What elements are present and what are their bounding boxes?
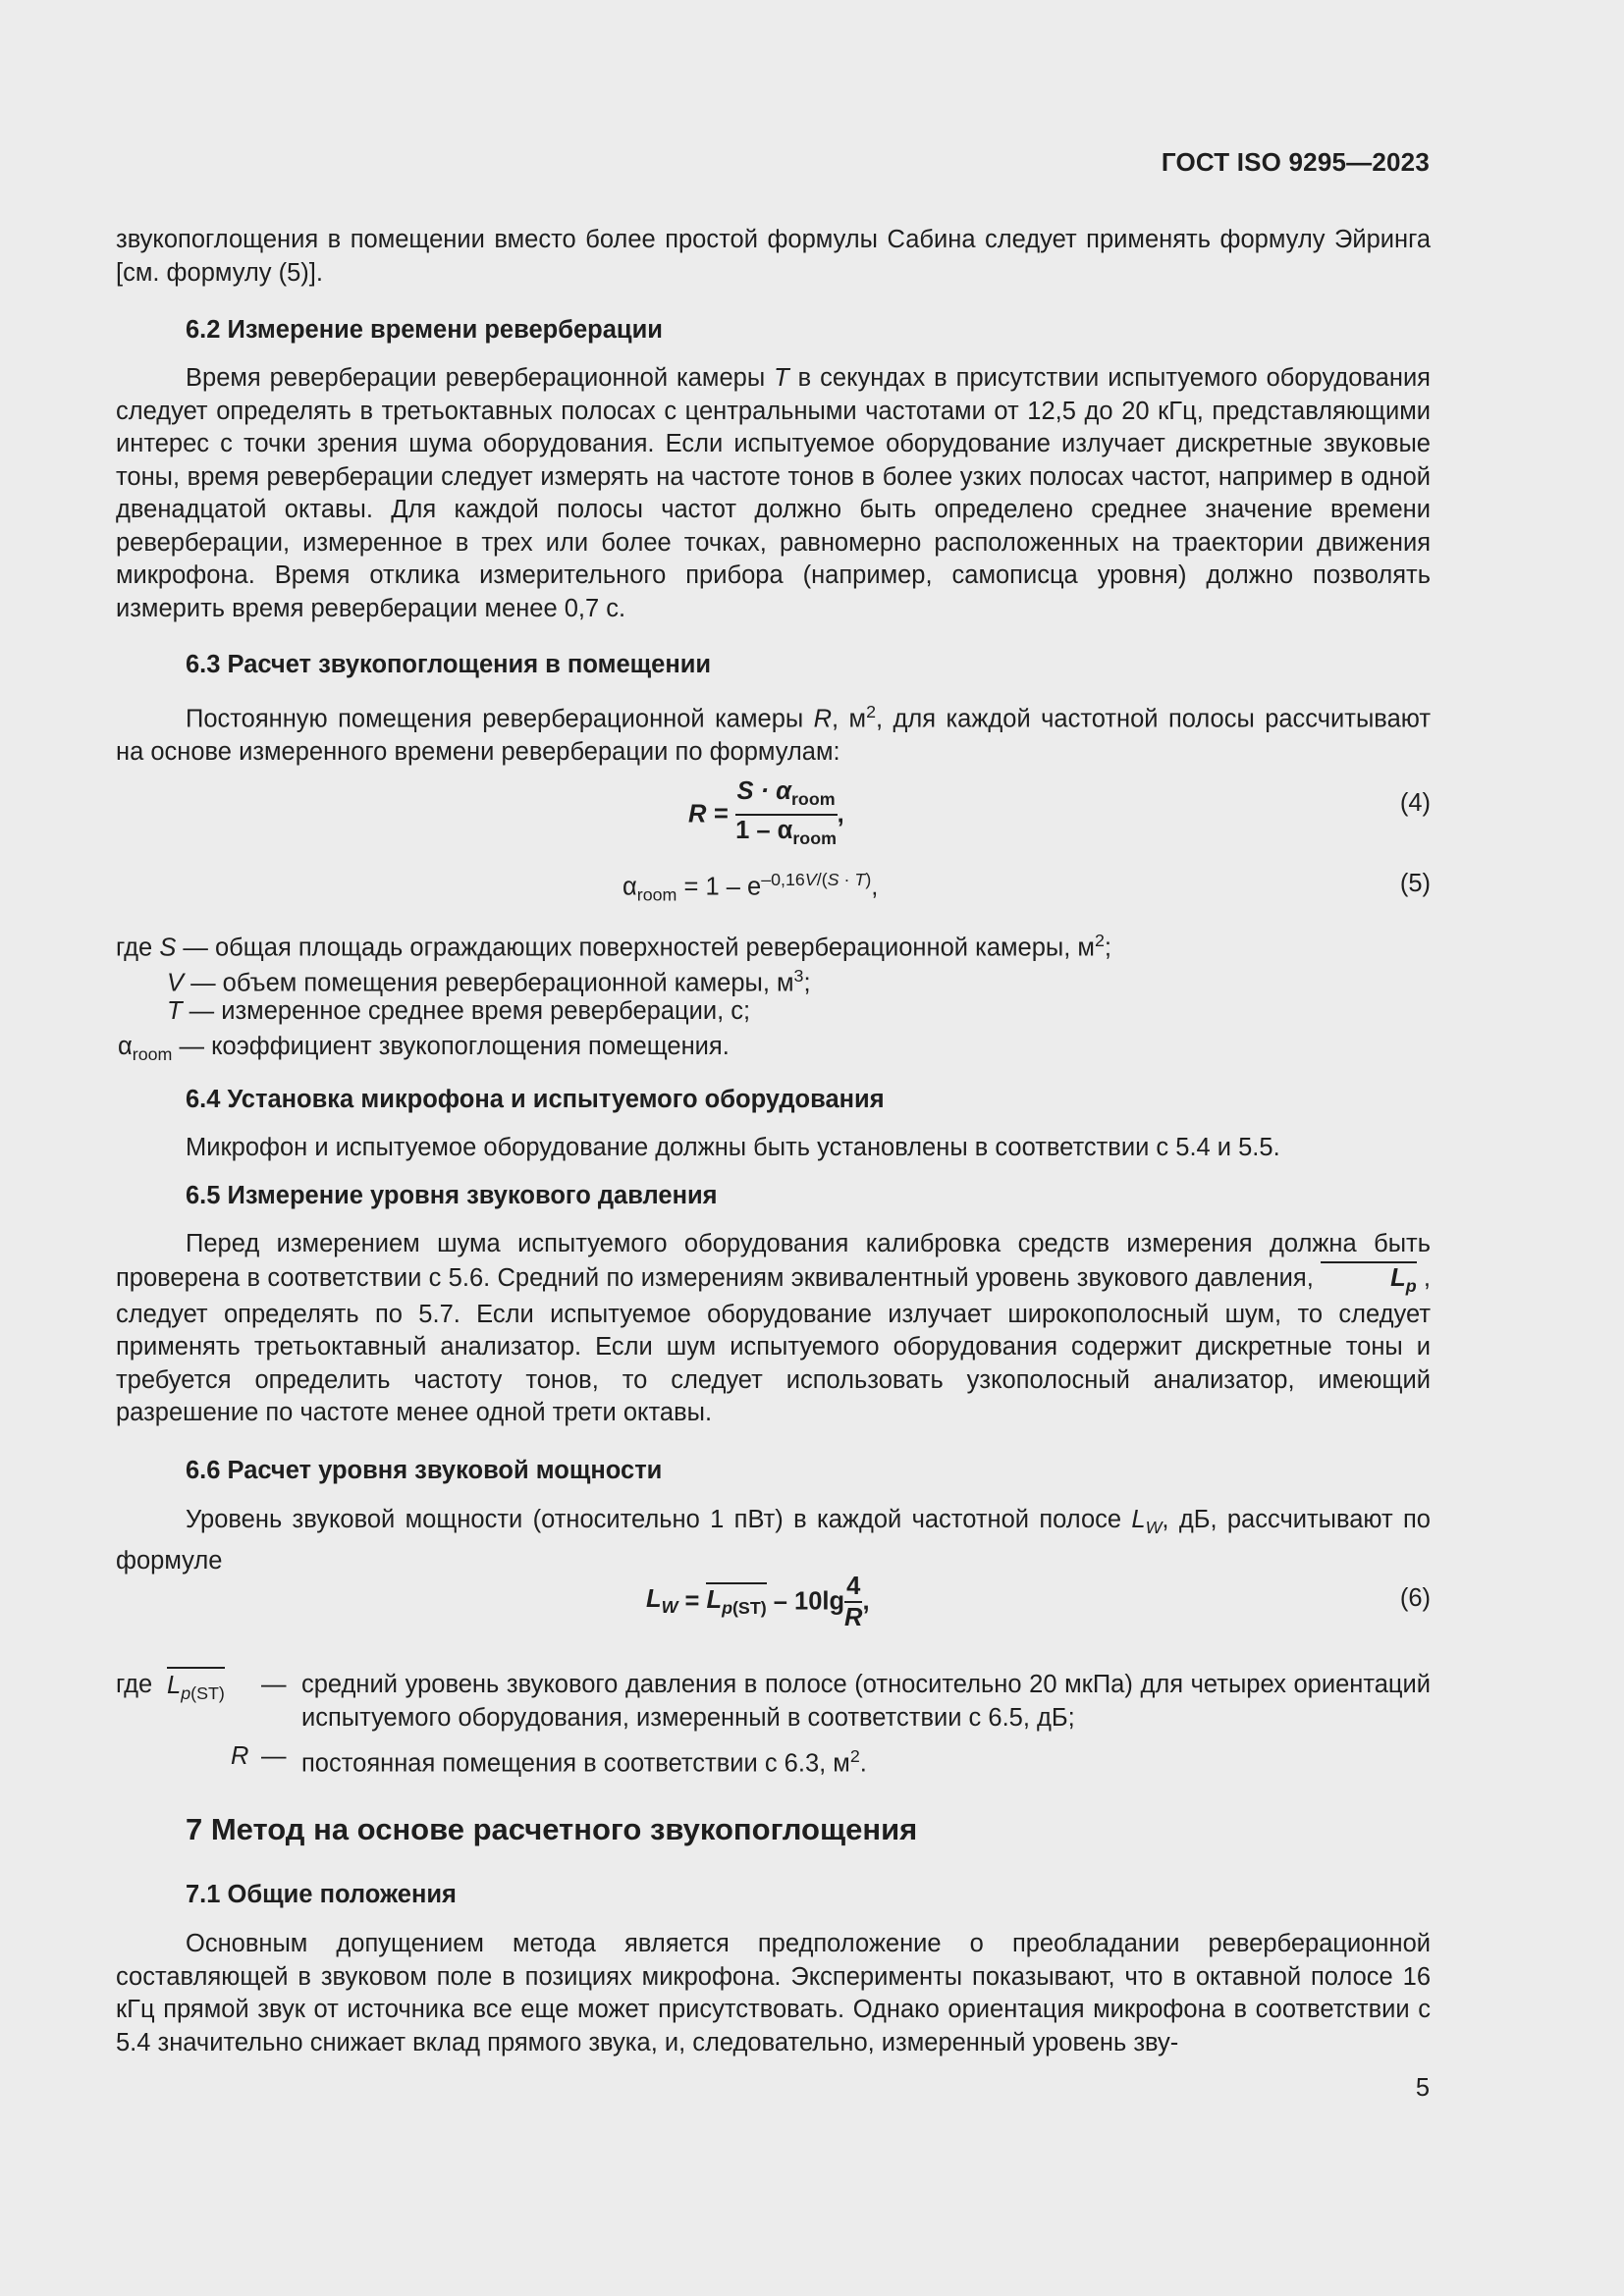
- section-7-1-title: 7.1 Общие положения: [186, 1881, 457, 1908]
- section-6-4-paragraph: Микрофон и испытуемое оборудование должны быть установлены в соответствии с 5.4 и 5.5.: [186, 1134, 1280, 1161]
- section-6-2-paragraph: Время реверберации реверберационной камеры T в секундах в присутствии испытуемого оборудования следует определять в третьоктавных полосах с центральными частотами от 12,5 до 20 кГц, представляющими интерес с точки зрения шума оборудования. Если испытуемое оборудование излучает дискретные звуковые тоны, время реверберации следует измерять на частоте тонов в более узких полосах частот, например в одной двенадцатой октавы. Для каждой полосы частот должно быть определено среднее значение времени реверберации, измеренное в трех или более точках, равномерно расположенных на траектории движения микрофона. Время отклика измерительного прибора (например, самописца уровня) должно позволять измерить время реверберации менее 0,7 с.: [116, 364, 1431, 622]
- formula-4-fraction: $\frac{S \cdot \alpha_{room}}{1 - \alpha_{room}}$: [735, 777, 837, 849]
- document-header: ГОСТ ISO 9295—2023: [1161, 147, 1430, 177]
- formula-4: R = $\frac{S \cdot \alpha_{room}}{1 - \alpha_{room}}$ , (4): [116, 777, 1431, 846]
- section-6-6-paragraph: Уровень звуковой мощности (относительно 1 пВт) в каждой частотной полосе $L_W$, дБ, рассчитывают по формуле: [116, 1506, 1431, 1575]
- definition-T: T — измеренное среднее время реверберации, с;: [167, 997, 751, 1025]
- section-6-5-paragraph: Перед измерением шума испытуемого оборудования калибровка средств измерения должна быть проверена в соответствии с 5.6. Средний по измерениям эквивалентный уровень звукового давления, $L_p$ , следует определять по 5.7. Если испытуемое оборудование излучает широкополосный шум, то следует применять третьоктавный анализатор. Если шум испытуемого оборудования содержит дискретные тоны и требуется определить частоту тонов, то следует использовать узкополосный анализатор, имеющий разрешение по частоте менее одной трети октавы.: [116, 1230, 1431, 1427]
- definition-alpha-room: $\alpha_{room}$ — коэффициент звукопоглощения помещения.: [118, 1033, 730, 1065]
- section-7-1-paragraph: Основным допущением метода является предположение о преобладании реверберационной составляющей в звуковом поле в позициях микрофона. Эксперименты показывают, что в октавной полосе 16 кГц прямой звук от источника все еще может присутствовать. Однако ориентация микрофона в соответствии с 5.4 значительно снижает вклад прямого звука, и, следовательно, измеренный уровень зву-: [116, 1930, 1431, 2056]
- section-6-6-title: 6.6 Расчет уровня звуковой мощности: [186, 1457, 663, 1484]
- document-page: ГОСТ ISO 9295—2023 звукопоглощения в помещении вместо более простой формулы Сабина следует применять формулу Эйринга [см. формулу (5)]. 6.2 Измерение времени реверберации Время реверберации реверберационной камеры T в секундах в присутствии испытуемого оборудования следует определять в третьоктавных полосах с центральными частотами от 12,5 до 20 кГц, представляющими интерес с точки зрения шума оборудования. Если испытуемое оборудование излучает дискретные звуковые тоны, время реверберации следует измерять на частоте тонов в более узких полосах частот, например в одной двенадцатой октавы. Для каждой полосы частот должно быть определено среднее значение времени реверберации, измеренное в трех или более точках, равномерно расположенных на траектории движения микрофона. Время отклика измерительного прибора (например, самописца уровня) должно позволять измерить время реверберации менее 0,7 с. 6.3 Расчет звукопоглощения в помещении Постоянную помещения реверберационной камеры R, $м^2$, для каждой частотной полосы рассчитывают на основе измеренного времени реверберации по формулам: R = $\frac{S \cdot \alpha_{room}}{1 - \alpha_{room}}$ , (4) $\alpha_{room} = 1 - e^{-0,16V/(S \cdot T)}$, (5) где S — общая площадь ограждающих поверхностей реверберационной камеры, $м^2$; V — объем помещения реверберационной камеры, $м^3$; T — измеренное среднее время реверберации, с; $\alpha_{room}$ — коэффициент звукопоглощения помещения. 6.4 Установка микрофона и испытуемого оборудования Микрофон и испытуемое оборудование должны быть установлены в соответствии с 5.4 и 5.5. 6.5 Измерение уровня звукового давления Перед измерением шума испытуемого оборудования калибровка средств измерения должна быть проверена в соответствии с 5.6. Средний по измерениям эквивалентный уровень звукового давления, $L_p$ , следует определять по 5.7. Если испытуемое оборудование излучает широкополосный шум, то следует применять третьоктавный анализатор. Если шум испытуемого оборудования содержит дискретные тоны и требуется определить частоту тонов, то следует использовать узкополосный анализатор, имеющий разрешение по частоте менее одной трети октавы. 6.6 Расчет уровня звуковой мощности Уровень звуковой мощности (относительно 1 пВт) в каждой частотной полосе $L_W$, дБ, рассчитывают по формуле $L_W = L_{p(ST)} - 10\lg$ $\frac{4}{R}$ , (6) где $L_{p(ST)}$ — средний уровень звукового давления в полосе (относительно 20 мкПа) для четырех ориентаций испытуемого оборудования, измеренный в соответствии с 6.5, дБ; R — постоянная помещения в соответствии с 6.3, $м^2$. 7 Метод на основе расчетного звукопоглощения 7.1 Общие положения Основным допущением метода является предположение о преобладании реверберационной составляющей в звуковом поле в позициях микрофона. Эксперименты показывают, что в октавной полосе 16 кГц прямой звук от источника все еще может присутствовать. Однако ориентация микрофона в соответствии с 5.4 значительно снижает вклад прямого звука, и, следовательно, измеренный уровень зву- 5: [116, 147, 1431, 2102]
- intro-paragraph: звукопоглощения в помещении вместо более простой формулы Сабина следует применять формулу Эйринга [см. формулу (5)].: [116, 226, 1431, 287]
- formula-5-number: (5): [1399, 870, 1431, 897]
- formula-6: $L_W = L_{p(ST)} - 10\lg$ $\frac{4}{R}$ , (6): [646, 1573, 1431, 1631]
- definition-V: V — объем помещения реверберационной камеры, $м^3$;: [167, 966, 811, 997]
- section-7-title: 7 Метод на основе расчетного звукопоглощения: [186, 1812, 918, 1846]
- section-6-3-paragraph: Постоянную помещения реверберационной камеры R, $м^2$, для каждой частотной полосы рассчитывают на основе измеренного времени реверберации по формулам:: [116, 702, 1431, 766]
- section-6-3-title: 6.3 Расчет звукопоглощения в помещении: [186, 651, 712, 678]
- formula-6-number: (6): [1399, 1584, 1431, 1612]
- page-number: 5: [1415, 2074, 1430, 2102]
- formula-5: $\alpha_{room} = 1 - e^{-0,16V/(S \cdot T)}$, (5): [623, 870, 1431, 905]
- definition-S: где S — общая площадь ограждающих поверхностей реверберационной камеры, $м^2$;: [116, 931, 1111, 962]
- section-6-2-title: 6.2 Измерение времени реверберации: [186, 316, 663, 344]
- lp-symbol: $L_p$: [1321, 1261, 1416, 1299]
- section-6-5-title: 6.5 Измерение уровня звукового давления: [186, 1182, 718, 1209]
- section-6-4-title: 6.4 Установка микрофона и испытуемого оборудования: [186, 1086, 885, 1113]
- formula-4-number: (4): [1399, 789, 1431, 817]
- formula-6-fraction: $\frac{4}{R}$: [844, 1573, 863, 1631]
